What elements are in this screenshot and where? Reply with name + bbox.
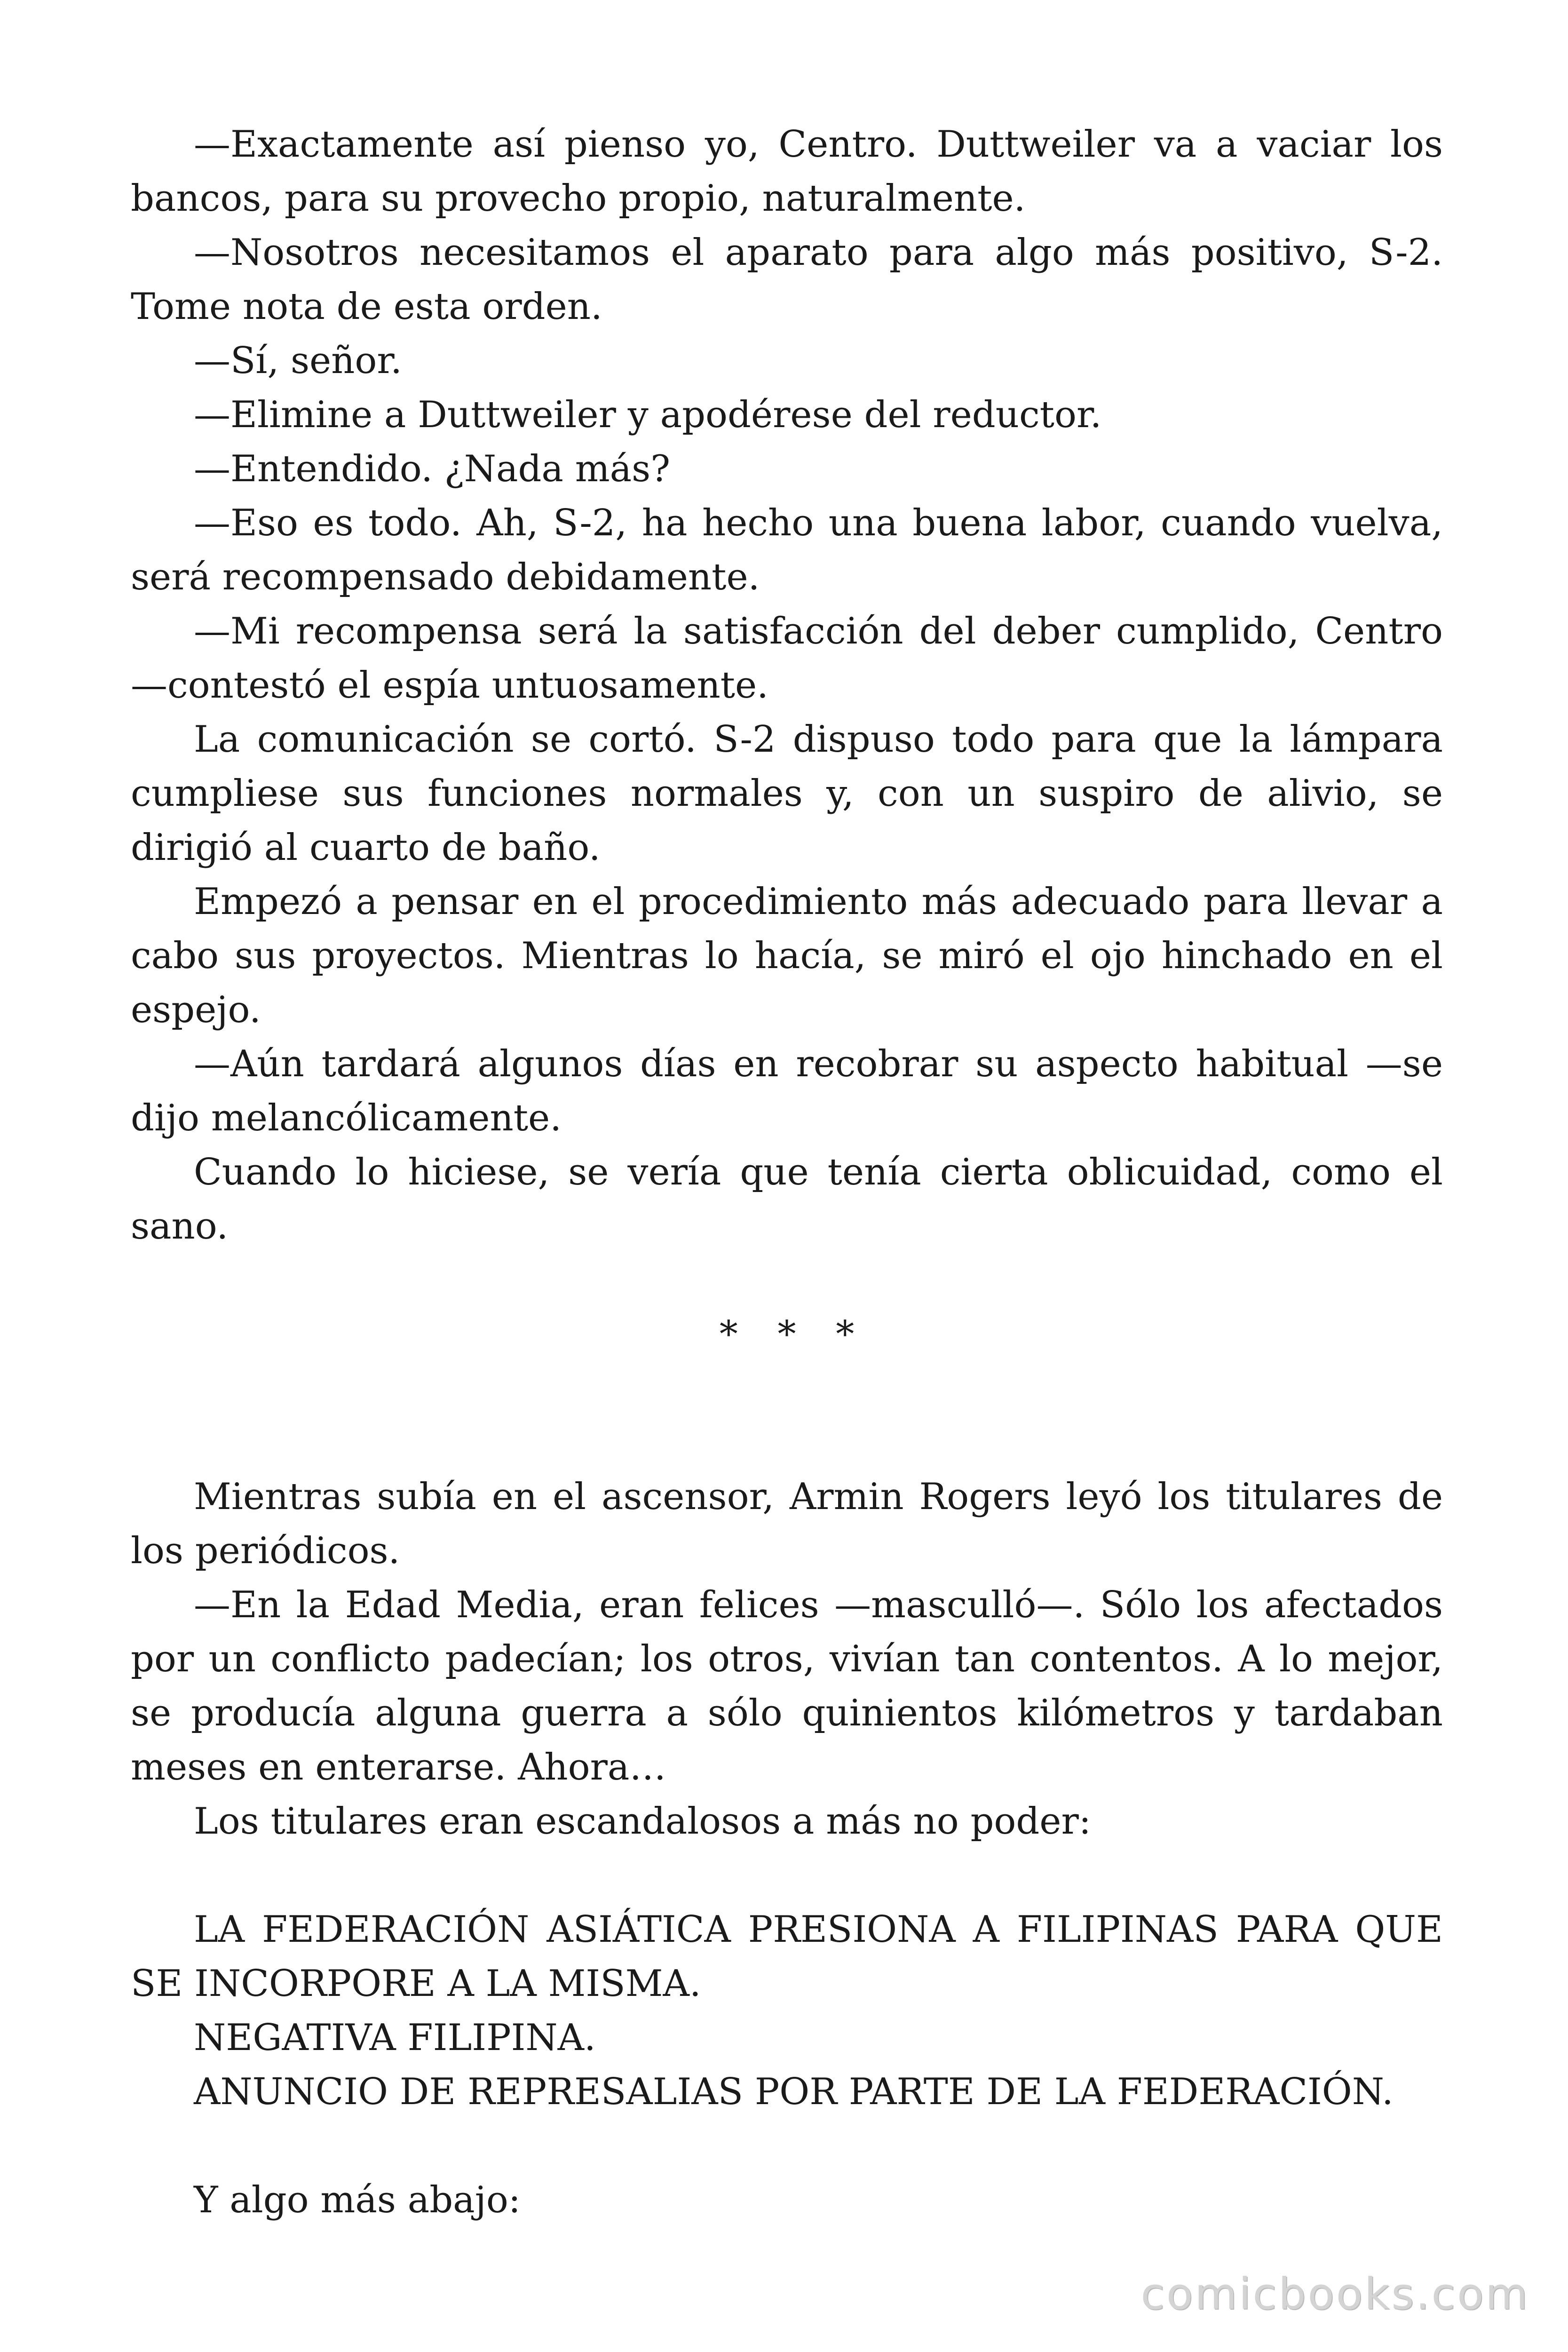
dialogue-paragraph: —Eso es todo. Ah, S-2, ha hecho una buena labor, cuando vuelva, será recompensado debidamente.	[131, 502, 1443, 598]
dialogue-paragraph: —Mi recompensa será la satisfacción del deber cumplido, Centro —contestó el espía untuosamente.	[131, 610, 1443, 707]
page-body	[131, 118, 1443, 2227]
dialogue-paragraph: —Nosotros necesitamos el aparato para algo más positivo, S-2. Tome nota de esta orden.	[131, 231, 1443, 328]
narrative-paragraph: Empezó a pensar en el procedimiento más adecuado para llevar a cabo sus proyectos. Mientras lo hacía, se miró el ojo hinchado en el espejo.	[131, 881, 1443, 1031]
watermark: comicbooks.com	[1140, 2269, 1529, 2319]
narrative-paragraph: Mientras subía en el ascensor, Armin Rogers leyó los titulares de los periódicos.	[131, 1476, 1443, 1572]
headline: ANUNCIO DE REPRESALIAS POR PARTE DE LA FEDERACIÓN.	[194, 2071, 1394, 2113]
dialogue-paragraph: —Exactamente así pienso yo, Centro. Duttweiler va a vaciar los bancos, para su provecho propio, naturalmente.	[131, 123, 1443, 220]
dialogue-paragraph: —Entendido. ¿Nada más?	[194, 448, 671, 490]
dialogue-paragraph: —Sí, señor.	[194, 340, 402, 382]
newspaper-headlines	[131, 1903, 1443, 2119]
dialogue-paragraph: —Elimine a Duttweiler y apodérese del reductor.	[194, 394, 1102, 436]
closing-paragraph: Y algo más abajo:	[194, 2179, 521, 2221]
dialogue-paragraph: —En la Edad Media, eran felices —masculló—. Sólo los afectados por un conflicto padecían; los otros, vivían tan contentos. A lo mejor, se producía alguna guerra a sólo quinientos kilómetros y tardaban meses en enterarse. Ahora…	[131, 1584, 1443, 1788]
section-separator: * * *	[719, 1313, 869, 1356]
narrative-paragraph: Cuando lo hiciese, se vería que tenía cierta oblicuidad, como el sano.	[131, 1151, 1443, 1248]
headline: NEGATIVA FILIPINA.	[194, 2017, 596, 2059]
narrative-paragraph: La comunicación se cortó. S-2 dispuso todo para que la lámpara cumpliese sus funciones normales y, con un suspiro de alivio, se dirigió al cuarto de baño.	[131, 718, 1443, 869]
narrative-paragraph: Los titulares eran escandalosos a más no poder:	[194, 1800, 1092, 1843]
headline: LA FEDERACIÓN ASIÁTICA PRESIONA A FILIPINAS PARA QUE SE INCORPORE A LA MISMA.	[131, 1908, 1443, 2005]
dialogue-paragraph: —Aún tardará algunos días en recobrar su aspecto habitual —se dijo melancólicamente.	[131, 1043, 1443, 1139]
